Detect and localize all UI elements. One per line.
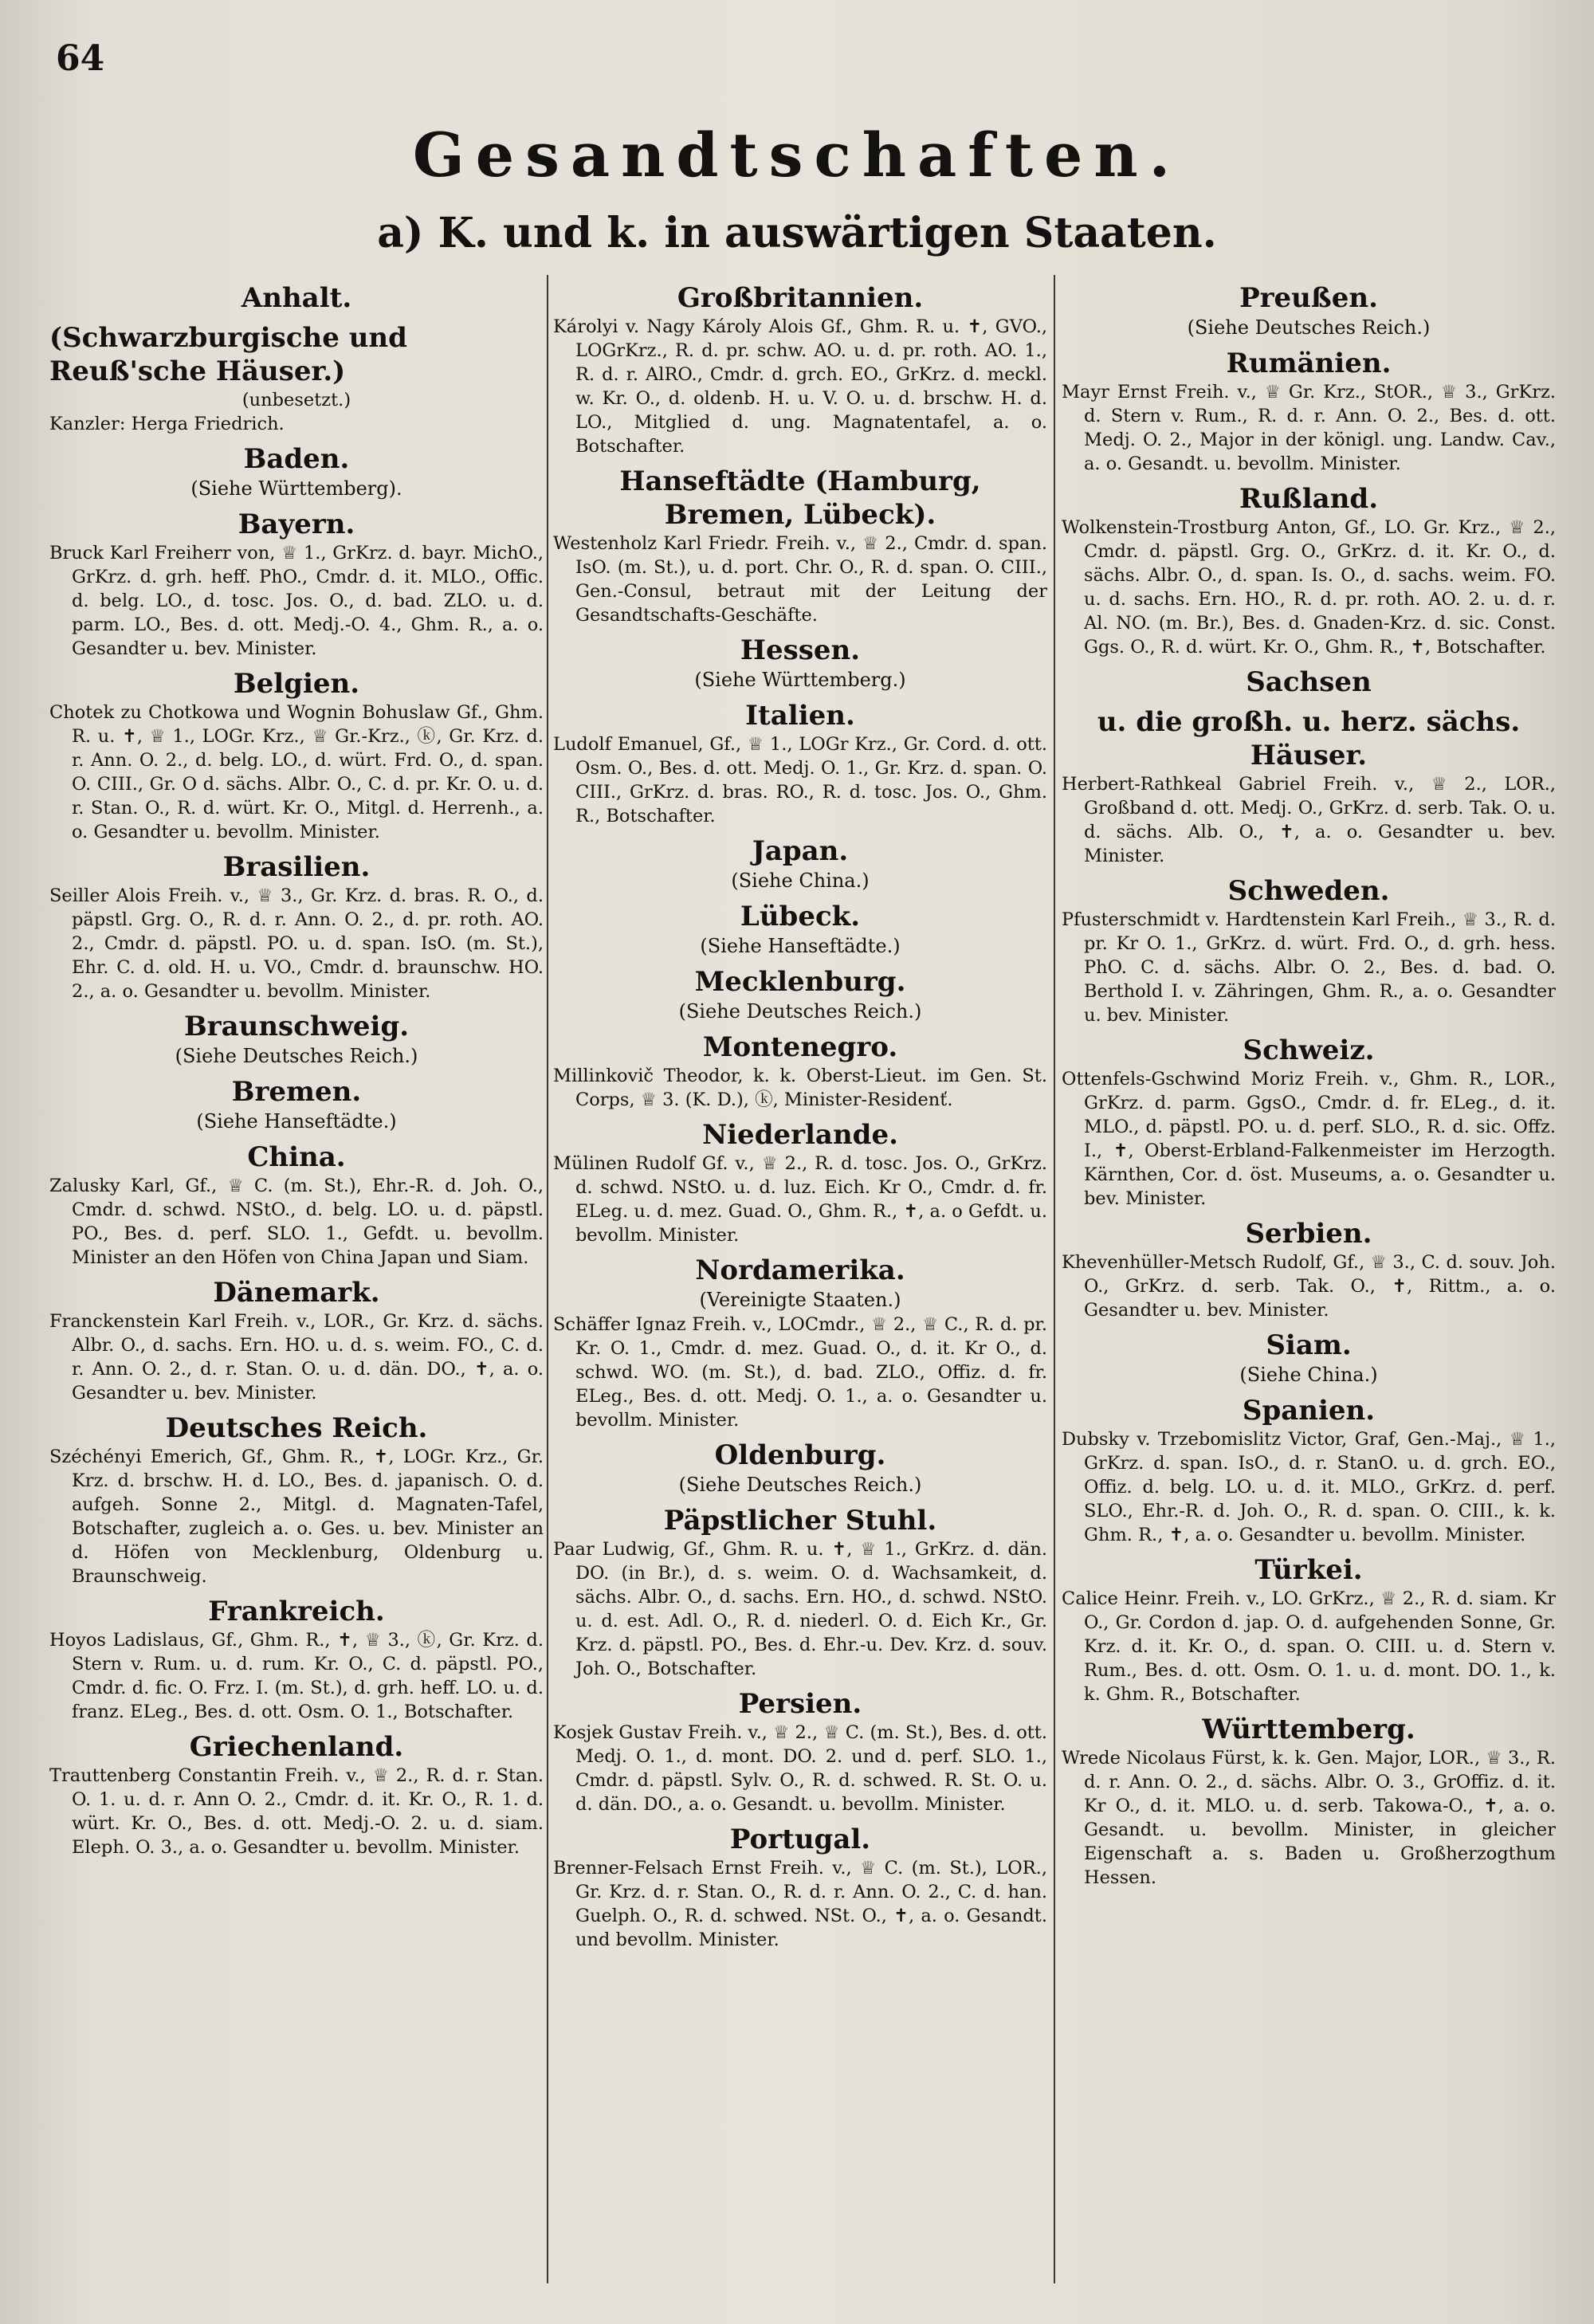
section-note: (Siehe Hanseftädte.) xyxy=(700,935,901,957)
entry-text: Károlyi v. Nagy Károly Alois Gf., Ghm. R. u. ✝, GVO., LOGrKrz., R. d. pr. schw. AO. u. d. pr. roth. AO. 1., R. d. r. AlRO., Cmdr. d. grch. EO., GrKrz. d. meckl. w. Kr. O., d. oldenb. H. u. V. O. u. d. brschw. H. d. LO., Mitglied d. ung. Magnatentafel, a. o. Botschafter. xyxy=(553,316,1047,457)
section-title: Belgien. xyxy=(233,668,360,700)
column-rule-1 xyxy=(547,275,548,2283)
section-title: Griechenland. xyxy=(189,1731,404,1763)
section xyxy=(553,281,1047,458)
section-note: (Siehe Hanseftädte.) xyxy=(196,1110,397,1133)
section xyxy=(553,965,1047,1024)
entry-text: Millinkovič Theodor, k. k. Oberst-Lieut. im Gen. St. Corps, ♕ 3. (K. D.), ⓚ, Minister-Residenť. xyxy=(553,1066,1047,1110)
section-note: (Siehe Württemberg.) xyxy=(694,669,906,691)
section xyxy=(1062,347,1556,476)
section-note: (Siehe Deutsches Reich.) xyxy=(175,1045,418,1067)
section xyxy=(1062,482,1556,659)
section xyxy=(1062,1034,1556,1211)
section xyxy=(553,634,1047,693)
section-title: China. xyxy=(247,1141,346,1173)
entry-text: Ludolf Emanuel, Gf., ♕ 1., LOGr Krz., Gr. Cord. d. ott. Osm. O., Bes. d. ott. Medj. O. 1., Gr. Krz. d. span. O. CIII., GrKrz. d. bras. RO., R. d. tosc. Jos. O., Ghm. R., Botschafter. xyxy=(553,734,1047,826)
section xyxy=(553,1504,1047,1681)
section-title: Großbritannien. xyxy=(677,282,924,314)
section-note: (unbesetzt.) xyxy=(241,390,351,410)
section xyxy=(553,699,1047,828)
entry-text: Ottenfels-Gschwind Moriz Freih. v., Ghm. R., LOR., GrKrz. d. parm. GgsO., Cmdr. d. fr. ELeg., d. it. MLO., d. päpstl. PO. u. d. perf. SLO., R. d. sic. Offz. I., ✝, Oberst-Erbland-Falkenmeister im Herzogth. Kärnthen, Cor. d. öst. Museums, a. o. Gesandter u. bev. Minister. xyxy=(1062,1069,1556,1209)
section-title: Spanien. xyxy=(1242,1395,1376,1427)
section xyxy=(49,1140,544,1270)
entry-text: Bruck Karl Freiherr von, ♕ 1., GrKrz. d. bayr. MichO., GrKrz. d. grh. heff. PhO., Cmdr. d. it. MLO., Offic. d. belg. LO., d. tosc. Jos. O., d. bad. ZLO. u. d. parm. LO., Bes. d. ott. Medj.-O. 4., Ghm. R., a. o. Gesandter u. bev. Minister. xyxy=(49,543,544,659)
entry-text: Kosjek Gustav Freih. v., ♕ 2., ♕ C. (m. St.), Bes. d. ott. Medj. O. 1., d. mont. DO. 2. und d. perf. SLO. 1., Cmdr. d. päpstl. Sylv. O., R. d. schwed. R. St. O. u. d. dän. DO., a. o. Gesandt. u. bevollm. Minister. xyxy=(553,1722,1047,1815)
section-title: Oldenburg. xyxy=(714,1439,886,1471)
section xyxy=(553,465,1047,627)
section-title: Schweden. xyxy=(1227,875,1390,907)
section xyxy=(49,281,544,315)
section xyxy=(1062,705,1556,868)
section xyxy=(553,834,1047,893)
section xyxy=(553,1030,1047,1112)
section-title: Bayern. xyxy=(238,508,355,540)
section xyxy=(553,1823,1047,1952)
section xyxy=(49,321,544,412)
section-title: Dänemark. xyxy=(213,1277,380,1309)
section-title: Lübeck. xyxy=(740,901,861,932)
column-rule-2 xyxy=(1054,275,1055,2283)
section xyxy=(1062,1713,1556,1890)
section-title: Niederlande. xyxy=(702,1119,898,1151)
entry-text: Hoyos Ladislaus, Gf., Ghm. R., ✝, ♕ 3., ⓚ, Gr. Krz. d. Stern v. Rum. u. d. rum. Kr. O., C. d. päpstl. PO., Cmdr. d. fic. O. Frz. I. (m. St.), d. grh. heff. LO. u. d. franz. ELeg., Bes. d. ott. Osm. O. 1., Botschafter. xyxy=(49,1630,544,1722)
entry-text: Westenholz Karl Friedr. Freih. v., ♕ 2., Cmdr. d. span. IsO. (m. St.), u. d. port. Chr. O., R. d. span. O. CIII., Gen.-Consul, betraut mit der Leitung der Gesandtschafts-Geschäfte. xyxy=(553,533,1047,626)
entry-text: Brenner-Felsach Ernst Freih. v., ♕ C. (m. St.), LOR., Gr. Krz. d. r. Stan. O., R. d. r. Ann. O. 2., C. d. han. Guelph. O., R. d. schwed. NSt. O., ✝, a. o. Gesandt. und bevollm. Minister. xyxy=(553,1858,1047,1950)
section-title: Bremen. xyxy=(231,1076,362,1108)
entry-text: Széchényi Emerich, Gf., Ghm. R., ✝, LOGr. Krz., Gr. Krz. d. brschw. H. d. LO., Bes. d. japanisch. O. d. aufgeh. Sonne 2., Mitgl. d. Magnaten-Tafel, Botschafter, zugleich a. o. Ges. u. bev. Minister an d. Höfen von Mecklenburg, Oldenburg u. Braunschweig. xyxy=(49,1447,544,1587)
section-title: Hanseftädte (Hamburg, Bremen, Lübeck). xyxy=(619,465,981,531)
section-title: Schweiz. xyxy=(1243,1034,1375,1066)
section-title: Rumänien. xyxy=(1226,347,1392,379)
section-title: Montenegro. xyxy=(702,1031,898,1063)
section-title: Frankreich. xyxy=(208,1596,385,1627)
entry-text: Mülinen Rudolf Gf. v., ♕ 2., R. d. tosc. Jos. O., GrKrz. d. schwd. NStO. u. d. luz. Eich. Kr O., Cmdr. d. fr. ELeg. u. d. mez. Guad. O., Ghm. R., ✝, a. o Gefdt. u. bevollm. Minister. xyxy=(553,1153,1047,1246)
main-title: Gesandtschaften. xyxy=(412,120,1182,190)
sub-title: a) K. und k. in auswärtigen Staaten. xyxy=(377,209,1217,257)
section-note: Kanzler: Herga Friedrich. xyxy=(49,414,285,434)
entry-text: Wrede Nicolaus Fürst, k. k. Gen. Major, LOR., ♕ 3., R. d. r. Ann. O. 2., d. sächs. Albr. O. 3., GrOffiz. d. it. Kr O., d. it. MLO. u. d. serb. Takowa-O., ✝, a. o. Gesandt. u. bevollm. Minister, in gleicher Eigenschaft a. s. Baden u. Großherzogthum Hessen. xyxy=(1062,1748,1556,1888)
section-title: Nordamerika. xyxy=(695,1254,905,1286)
section-title: Portugal. xyxy=(729,1823,871,1855)
section xyxy=(553,1254,1047,1432)
section-note: (Siehe Deutsches Reich.) xyxy=(678,1474,922,1496)
section xyxy=(1062,1394,1556,1547)
entry-text: Trauttenberg Constantin Freih. v., ♕ 2., R. d. r. Stan. O. 1. u. d. r. Ann O. 2., Cmdr. d. it. Kr. O., R. 1. d. würt. Kr. O., Bes. d. ott. Medj.-O. 2. u. d. siam. Eleph. O. 3., a. o. Gesandter u. bevollm. Minister. xyxy=(49,1765,544,1858)
section-title: Japan. xyxy=(752,835,849,867)
section xyxy=(49,442,544,501)
section-title: Baden. xyxy=(243,443,350,475)
section xyxy=(49,1411,544,1588)
entry-text: Calice Heinr. Freih. v., LO. GrKrz., ♕ 2., R. d. siam. Kr O., Gr. Cordon d. jap. O. d. aufgehenden Sonne, Gr. Krz. d. it. Kr. O., d. span. O. CIII. u. d. Stern v. Rum., Bes. d. ott. Osm. O. 1. u. d. mont. DO. 1., k. k. Ghm. R., Botschafter. xyxy=(1062,1588,1556,1705)
section xyxy=(553,1118,1047,1247)
column-1 xyxy=(49,275,544,2283)
section xyxy=(1062,1553,1556,1706)
section xyxy=(49,1075,544,1134)
entry-text: Khevenhüller-Metsch Rudolf, Gf., ♕ 3., C. d. souv. Joh. O., GrKrz. d. serb. Tak. O., ✝, Rittm., a. o. Gesandter u. bev. Minister. xyxy=(1062,1252,1556,1321)
entry-text: Pfusterschmidt v. Hardtenstein Karl Freih., ♕ 3., R. d. pr. Kr O. 1., GrKrz. d. würt. Frd. O., d. grh. hess. PhO. C. d. sächs. Albr. O. 2., Bes. d. bad. O. Berthold I. v. Zähringen, Ghm. R., a. o. Gesandter u. bev. Minister. xyxy=(1062,909,1556,1026)
section xyxy=(49,850,544,1003)
section xyxy=(1062,874,1556,1027)
section xyxy=(1062,281,1556,340)
section-title: Siam. xyxy=(1266,1329,1352,1361)
section-title: Mecklenburg. xyxy=(694,966,906,998)
entry-text: Franckenstein Karl Freih. v., LOR., Gr. Krz. d. sächs. Albr. O., d. sachs. Ern. HO. u. d. s. weim. FO., C. d. r. Ann. O. 2., d. r. Stan. O. u. d. dän. DO., ✝, a. o. Gesandter u. bev. Minister. xyxy=(49,1311,544,1403)
entry-text: Wolkenstein-Trostburg Anton, Gf., LO. Gr. Krz., ♕ 2., Cmdr. d. päpstl. Grg. O., GrKrz. d. it. Kr. O., d. sächs. Albr. O., d. span. Is. O., d. sachs. weim. FO. u. d. sachs. Ern. HO., R. d. pr. roth. AO. 2. u. d. r. Al. NO. (m. Br.), Bes. d. Gnaden-Krz. d. sic. Const. Ggs. O., R. d. würt. Kr. O., Ghm. R., ✝, Botschafter. xyxy=(1062,517,1556,658)
section-title: Persien. xyxy=(738,1688,862,1720)
section-title: Italien. xyxy=(745,700,855,732)
section-title: Brasilien. xyxy=(222,851,371,883)
entry-text: Dubsky v. Trzebomislitz Victor, Graf, Gen.-Maj., ♕ 1., GrKrz. d. span. IsO., d. r. StanO. u. d. grch. EO., Offiz. d. belg. LO. u. d. it. MLO., GrKrz. d. perf. SLO., Ehr.-R. d. Joh. O., R. d. span. O. CIII., k. k. Ghm. R., ✝, a. o. Gesandter u. bevollm. Minister. xyxy=(1062,1429,1556,1545)
section xyxy=(49,1595,544,1724)
entry-text: Chotek zu Chotkowa und Wognin Bohuslaw Gf., Ghm. R. u. ✝, ♕ 1., LOGr. Krz., ♕ Gr.-Krz., ⓚ, Gr. Krz. d. r. Ann. O. 2., d. belg. LO., d. würt. Frd. O., d. span. O. CIII., Gr. O d. sächs. Albr. O., C. d. pr. Kr. O. u. d. r. Stan. O., R. d. würt. Kr. O., Mitgl. d. Herrenh., a. o. Gesandter u. bevollm. Minister. xyxy=(49,702,544,842)
section-title: Serbien. xyxy=(1245,1218,1372,1250)
entry-text: Zalusky Karl, Gf., ♕ C. (m. St.), Ehr.-R. d. Joh. O., Cmdr. d. schwd. NStO., d. belg. LO. u. d. päpstl. PO., Bes. d. perf. SLO. 1., Gefdt. u. bevollm. Minister an den Höfen von China Japan und Siam. xyxy=(49,1176,544,1268)
section-title: Württemberg. xyxy=(1202,1714,1415,1745)
section-note: (Siehe China.) xyxy=(731,870,870,892)
section-title: u. die großh. u. herz. sächs. Häuser. xyxy=(1097,706,1521,771)
section xyxy=(49,412,544,436)
entry-text: Herbert-Rathkeal Gabriel Freih. v., ♕ 2., LOR., Großband d. ott. Medj. O., GrKrz. d. serb. Tak. O. u. d. sächs. Alb. O., ✝, a. o. Gesandter u. bev. Minister. xyxy=(1062,774,1556,866)
section xyxy=(553,900,1047,959)
section xyxy=(49,1730,544,1859)
entry-text: Paar Ludwig, Gf., Ghm. R. u. ✝, ♕ 1., GrKrz. d. dän. DO. (in Br.), d. s. weim. O. d. Wachsamkeit, d. sächs. Albr. O., d. sachs. Ern. HO., d. schwd. NStO. u. d. est. Adl. O., R. d. niederl. O. d. Eich Kr., Gr. Krz. d. päpstl. PO., Bes. d. Ehr.-u. Dev. Krz. d. souv. Joh. O., Botschafter. xyxy=(553,1539,1047,1679)
section xyxy=(49,508,544,661)
section-title: Braunschweig. xyxy=(183,1011,410,1042)
section-note: (Siehe Deutsches Reich.) xyxy=(678,1000,922,1023)
section-note: (Siehe Württemberg). xyxy=(190,477,402,500)
page-number: 64 xyxy=(56,38,105,79)
entry-text: Schäffer Ignaz Freih. v., LOCmdr., ♕ 2., ♕ C., R. d. pr. Kr. O. 1., Cmdr. d. mez. Guad. O., d. it. Kr O., d. schwd. WO. (m. St.), d. bad. ZLO., Offiz. d. fr. ELeg., Bes. d. ott. Medj. O. 1., a. o. Gesandter u. bevollm. Minister. xyxy=(553,1314,1047,1431)
column-3 xyxy=(1062,275,1556,2283)
section-title: Deutsches Reich. xyxy=(165,1412,428,1444)
section-note: (Siehe China.) xyxy=(1239,1364,1378,1386)
columns xyxy=(49,275,1556,2283)
section xyxy=(49,667,544,844)
section-title: Türkei. xyxy=(1254,1554,1363,1586)
section xyxy=(1062,1217,1556,1322)
section xyxy=(1062,1329,1556,1388)
section-title: Anhalt. xyxy=(241,282,352,314)
section-title: Rußland. xyxy=(1239,483,1379,515)
section-title: Sachsen xyxy=(1246,666,1372,698)
section xyxy=(553,1439,1047,1498)
section-note: (Siehe Deutsches Reich.) xyxy=(1187,316,1431,339)
section xyxy=(1062,665,1556,699)
section-title: Päpstlicher Stuhl. xyxy=(663,1505,937,1537)
section xyxy=(49,1010,544,1069)
section xyxy=(49,1276,544,1405)
section-title: (Schwarzburgische und Reuß'sche Häuser.) xyxy=(49,322,407,387)
section xyxy=(553,1687,1047,1816)
section-title: Preußen. xyxy=(1239,282,1378,314)
section-title: Hessen. xyxy=(740,634,861,666)
entry-text: Mayr Ernst Freih. v., ♕ Gr. Krz., StOR., ♕ 3., GrKrz. d. Stern v. Rum., R. d. r. Ann. O. 2., Bes. d. ott. Medj. O. 2., Major in der königl. ung. Landw. Cav., a. o. Gesandt. u. bevollm. Minister. xyxy=(1062,382,1556,474)
section-note: (Vereinigte Staaten.) xyxy=(699,1289,901,1311)
column-2 xyxy=(553,275,1047,2283)
entry-text: Seiller Alois Freih. v., ♕ 3., Gr. Krz. d. bras. R. O., d. päpstl. Grg. O., R. d. r. Ann. O. 2., d. pr. roth. AO. 2., Cmdr. d. päpstl. PO. u. d. span. IsO. (m. St.), Ehr. C. d. old. H. u. VO., Cmdr. d. braunschw. HO. 2., a. o. Gesandter u. bevollm. Minister. xyxy=(49,885,544,1002)
